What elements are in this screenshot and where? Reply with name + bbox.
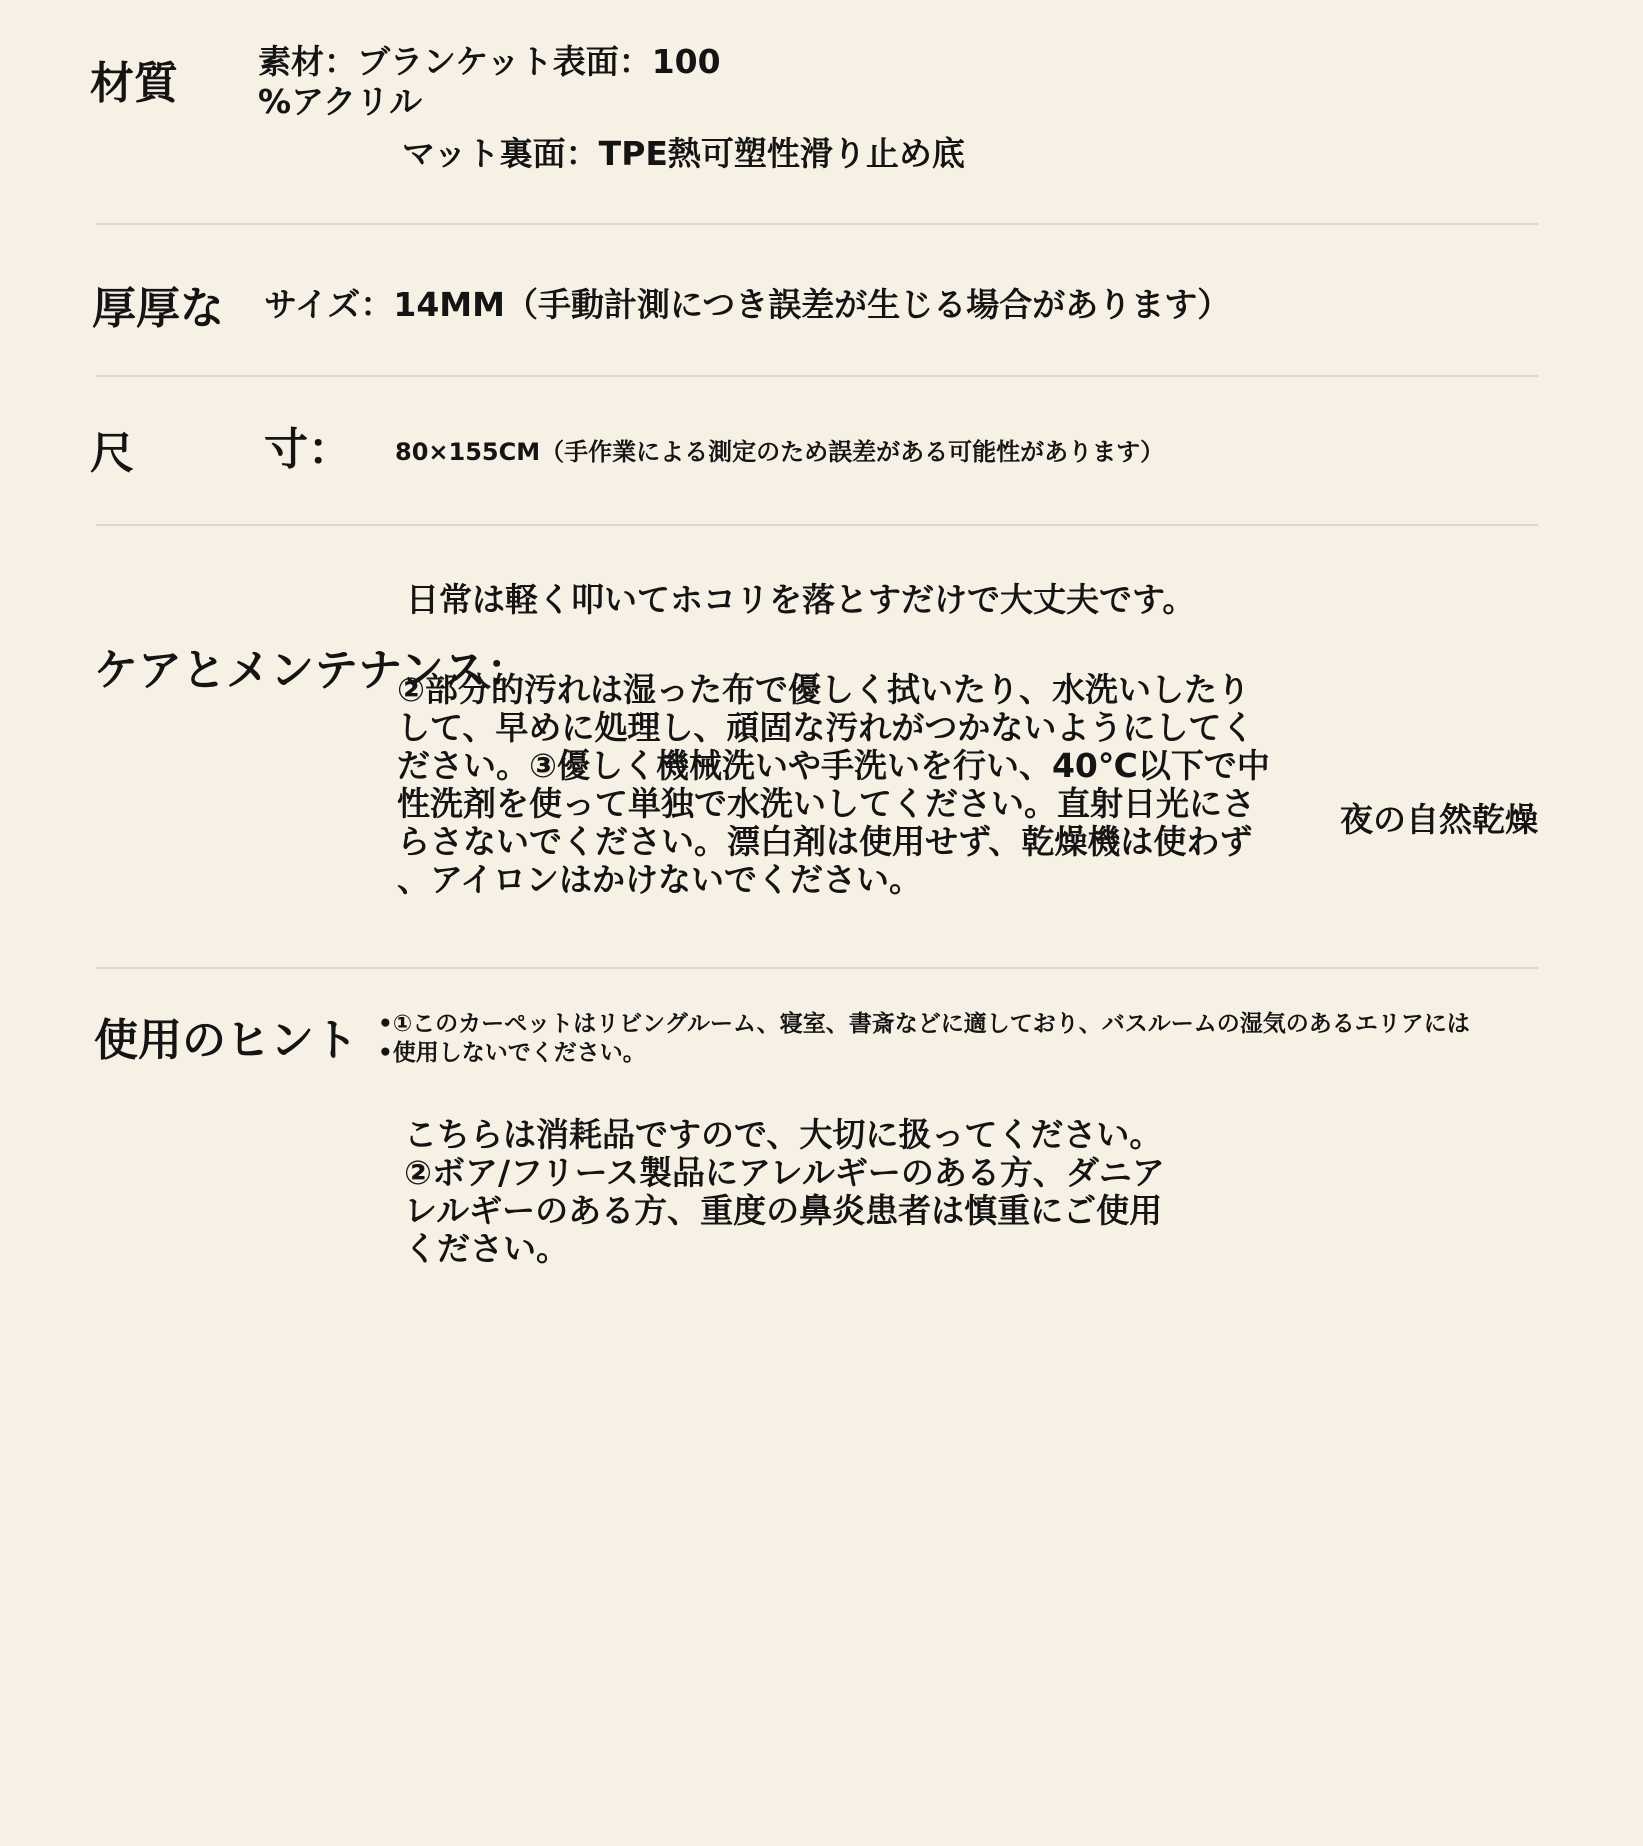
- divider: [96, 524, 1538, 526]
- size-label-char2: 寸：: [264, 424, 352, 475]
- material-value-line1: 素材：ブランケット表面：100: [258, 42, 721, 81]
- material-value-line2: %アクリル: [258, 82, 423, 121]
- tips-paragraph: こちらは消耗品ですので、大切に扱ってください。 ②ボア/フリース製品にアレルギーのある方、ダニア レルギーのある方、重度の鼻炎患者は慎重にご使用 ください。: [404, 1115, 1165, 1268]
- thickness-label: 厚厚な: [92, 283, 224, 334]
- material-label: 材質: [90, 58, 178, 109]
- divider: [96, 375, 1538, 377]
- care-paragraph: ②部分的汚れは湿った布で優しく拭いたり、水洗いしたり して、早めに処理し、頑固な汚れがつかないようにしてく ださい。③優しく機械洗いや手洗いを行い、40℃以下で中 性洗剤を使って単独で水洗いしてください。直射日光にさ らさないでください。漂白剤は使用せず、乾燥機は使わず 、アイロンはかけないでください。: [397, 670, 1270, 899]
- tips-label: 使用のヒント: [94, 1015, 358, 1066]
- size-value: 80×155CM（手作業による測定のため誤差がある可能性があります）: [395, 438, 1165, 466]
- thickness-value: サイズ：14MM（手動計測につき誤差が生じる場合があります）: [264, 285, 1231, 324]
- material-value-line3: マット裏面：TPE熱可塑性滑り止め底: [402, 134, 965, 173]
- size-label-char1: 尺: [90, 428, 134, 479]
- care-line1: 日常は軽く叩いてホコリを落とすだけで大丈夫です。: [406, 580, 1196, 619]
- divider: [96, 967, 1538, 969]
- divider: [96, 223, 1538, 225]
- care-side-note: 夜の自然乾燥: [1340, 800, 1538, 839]
- care-label: ケアとメンテナンス：: [94, 645, 531, 696]
- tips-bullets: •①このカーペットはリビングルーム、寝室、書斎などに適しており、バスルームの湿気のあるエリアには •使用しないでください。: [378, 1011, 1470, 1066]
